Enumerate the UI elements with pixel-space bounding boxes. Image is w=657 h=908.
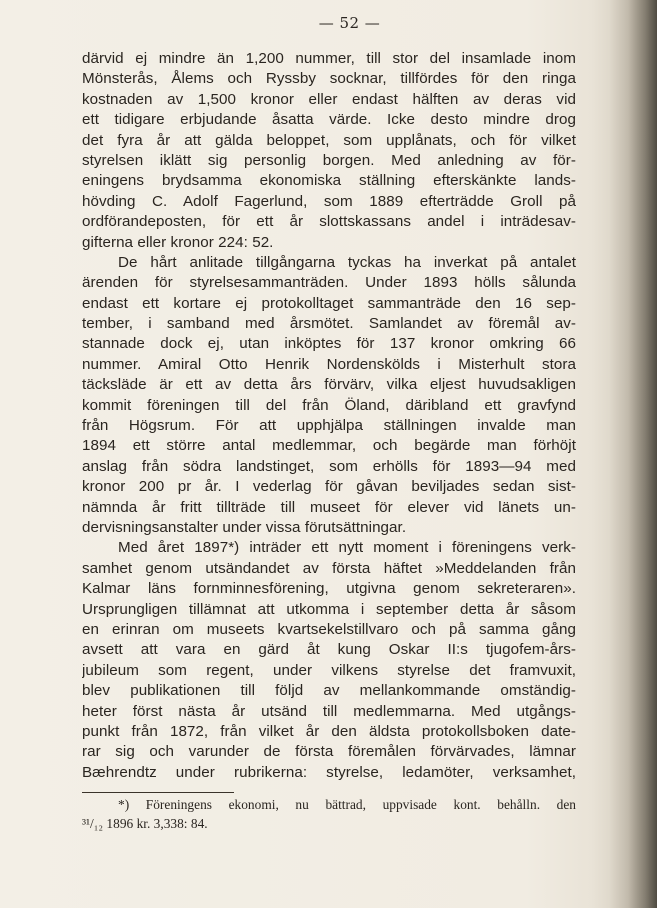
text-line: gifterna eller kronor 224: 52. [82, 233, 274, 251]
text-line: anslag från södra landstinget, som erhölls för 1893—94 med [82, 457, 576, 475]
page-number [0, 14, 657, 32]
text-line: Med året 1897*) inträder ett nytt moment i föreningens verk- [118, 539, 576, 557]
text-line: heter först nästa år utsänd till medlemmarna. Med utgångs- [82, 702, 576, 720]
footnote [82, 795, 576, 833]
text-line: ett tidigare erbjudande åsatta värde. Icke desto mindre drog [82, 111, 576, 129]
text-line: Mönsterås, Ålems och Ryssby socknar, tillfördes för den ringa [82, 70, 576, 88]
text-line: nummer. Amiral Otto Henrik Nordenskölds i Misterhult stora [82, 355, 576, 373]
text-line: det fyra år att gälda beloppet, som upplånats, och för vilket [82, 131, 576, 149]
text-line: De hårt anlitade tillgångarna tyckas ha inverkat på antalet [118, 253, 576, 271]
book-gutter-shadow [609, 0, 657, 908]
text-line: Bæhrendtz under rubrikerna: styrelse, ledamöter, verksamhet, [82, 763, 576, 781]
text-line: en erinran om museets kvartsekelstillvaro och på samma gång [82, 620, 576, 638]
text-line: eningens brydsamma ekonomiska ställning efterskänkte lands- [82, 172, 576, 190]
text-line: kommit föreningen till del från Öland, däribland ett gravfynd [82, 396, 576, 414]
text-line: rar sig och varunder de första föremålen förvärvades, lämnar [82, 743, 576, 761]
text-line: ärenden för styrelsesammanträden. Under 1893 hölls sålunda [82, 274, 576, 292]
body-text [82, 49, 576, 783]
text-line: styrelsen iklätt sig personlig borgen. Med anledning av för- [82, 151, 576, 169]
text-line: därvid ej mindre än 1,200 nummer, till stor del insamlade inom [82, 50, 576, 67]
text-line: dervisningsanstalter under vissa förutsättningar. [82, 518, 407, 536]
text-line: hövding C. Adolf Fagerlund, som 1889 efterträdde Groll på [82, 192, 576, 210]
text-line: jubileum som regent, under vilkens styrelse det framvuxit, [82, 661, 576, 679]
text-line: kostnaden av 1,500 kronor eller endast hälften av deras vid [82, 90, 576, 108]
text-line: punkt från 1872, från vilket år den äldsta protokollsboken date- [82, 722, 576, 740]
text-line: ordförandeposten, för ett år slottskassans andel i inträdesav- [82, 213, 576, 231]
footnote-line: ³¹/₁₂ 1896 kr. 3,338: 84. [82, 816, 208, 831]
text-line: tember, i samband med årsmötet. Samlandet av föremål av- [82, 315, 576, 333]
footnote-rule [82, 792, 234, 793]
text-line: kronor 200 pr år. I vederlag för gåvan beviljades sedan sist- [82, 478, 576, 496]
page-number-text: — 52 — [318, 14, 381, 32]
text-line: Ursprungligen tillämnat att utkomma i september detta år såsom [82, 600, 576, 618]
text-line: stannade dock ej, utan inköptes för 137 kronor omkring 66 [82, 335, 576, 353]
text-line: från Högsrum. För att upphjälpa ställningen invalde man [82, 417, 576, 435]
text-line: endast ett kortare ej protokolltaget sammanträde den 16 sep- [82, 294, 576, 312]
text-line: blev publikationen till följd av mellankommande omständig- [82, 682, 576, 700]
text-line: täcksläde är ett av detta års förvärv, vilka eljest huvudsakligen [82, 376, 576, 394]
footnote-line: *) Föreningens ekonomi, nu bättrad, uppvisade kont. behålln. den [118, 797, 576, 812]
text-line: nämnda år fritt tillträde till museet för elever vid länets un- [82, 498, 576, 516]
text-line: samhet genom utsändandet av första häftet »Meddelanden från [82, 559, 576, 577]
text-line: Kalmar läns fornminnesförening, utgivna genom sekreteraren». [82, 580, 576, 598]
text-line: 1894 ett större antal medlemmar, och begärde man förhöjt [82, 437, 576, 455]
text-line: avsett att vara en gärd åt kung Oskar II:s tjugofem-års- [82, 641, 576, 659]
